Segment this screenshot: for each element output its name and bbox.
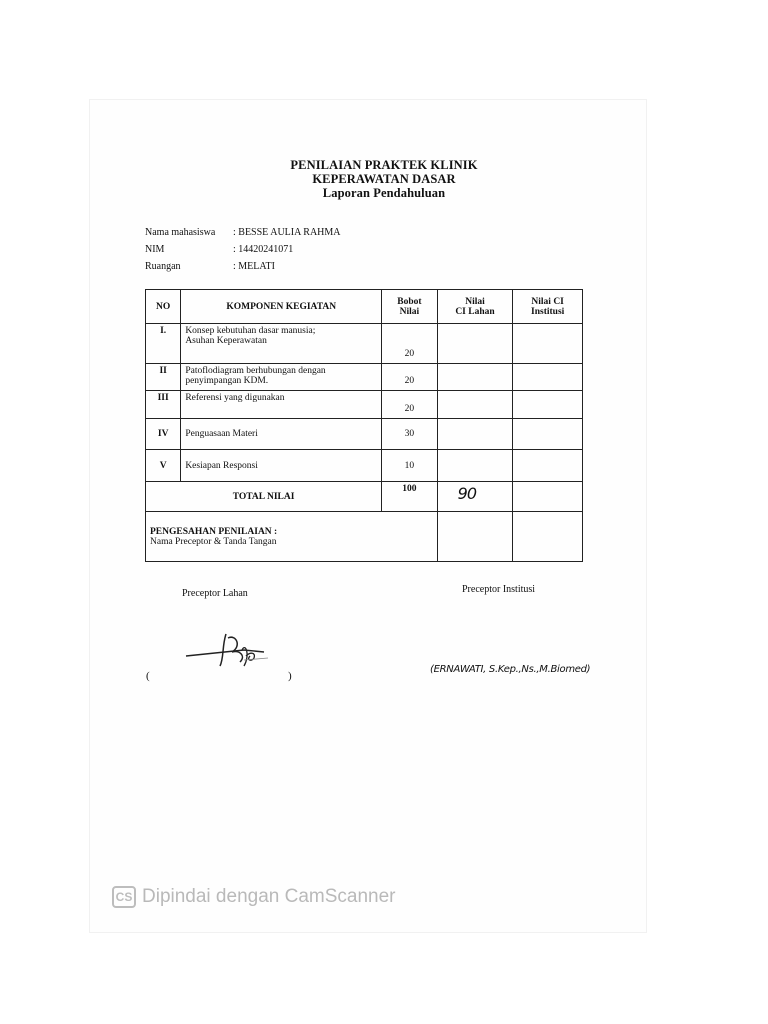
pengesahan-ci-lahan	[437, 512, 513, 562]
row-ci-lahan	[437, 450, 513, 482]
row-ci-lahan	[437, 324, 513, 364]
title-line-2: KEPERAWATAN DASAR	[312, 172, 456, 186]
table-row	[146, 450, 583, 482]
header-bobot	[382, 290, 438, 324]
pengesahan-ci-institusi	[513, 512, 583, 562]
handwritten-score: 90	[457, 484, 476, 503]
title-line-1: PENILAIAN PRAKTEK KLINIK	[290, 158, 478, 172]
row-komponen	[181, 391, 382, 419]
total-ci-lahan	[437, 482, 513, 512]
name-label: Nama mahasiswa	[145, 227, 216, 238]
header-lahan-line2: CI Lahan	[455, 306, 495, 317]
komponen-line1: Penguasaan Materi	[185, 429, 258, 439]
pengesahan-subtitle: Nama Preceptor & Tanda Tangan	[150, 536, 277, 547]
row-ci-lahan	[437, 391, 513, 419]
preceptor-institusi-label: Preceptor Institusi	[462, 584, 536, 595]
total-row	[146, 482, 583, 512]
identity-nim-row	[145, 241, 341, 258]
row-no: III	[146, 391, 181, 419]
header-lahan-line1: Nilai	[465, 296, 485, 307]
row-bobot: 20	[382, 391, 438, 419]
identity-room-row	[145, 258, 341, 275]
camscanner-logo-icon: CS	[112, 886, 136, 908]
total-ci-institusi	[513, 482, 583, 512]
row-komponen	[181, 364, 382, 391]
identity-name-row	[145, 224, 341, 241]
handwritten-preceptor-name: (ERNAWATI, S.Kep.,Ns.,M.Biomed)	[430, 664, 591, 675]
paren-open: (	[146, 670, 150, 682]
row-ci-institusi	[513, 364, 583, 391]
komponen-line2: penyimpangan KDM.	[185, 376, 269, 386]
table-header-row	[146, 290, 583, 324]
row-ci-institusi	[513, 324, 583, 364]
row-bobot: 30	[382, 419, 438, 450]
pengesahan-cell	[146, 512, 438, 562]
komponen-line2: Asuhan Keperawatan	[185, 336, 267, 346]
header-inst-line2: Institusi	[531, 306, 565, 317]
nim-label: NIM	[145, 244, 165, 255]
pengesahan-title: PENGESAHAN PENILAIAN :	[150, 526, 278, 537]
row-bobot: 20	[382, 364, 438, 391]
preceptor-lahan-label: Preceptor Lahan	[182, 588, 248, 599]
komponen-line1: Referensi yang digunakan	[185, 393, 285, 403]
komponen-line1: Kesiapan Responsi	[185, 460, 258, 471]
table-row	[146, 364, 583, 391]
komponen-line1: Patoflodiagram berhubungan dengan	[185, 366, 326, 376]
header-bobot-line2: Nilai	[399, 306, 420, 317]
camscanner-watermark	[112, 886, 396, 908]
row-no: II	[146, 364, 181, 391]
row-no: IV	[146, 419, 181, 450]
signature-scribble	[184, 626, 284, 674]
row-ci-lahan	[437, 419, 513, 450]
header-no: NO	[146, 290, 181, 324]
row-ci-institusi	[513, 391, 583, 419]
table-row	[146, 324, 583, 364]
nim-value: : 14420241071	[233, 244, 294, 255]
document-title	[0, 158, 768, 200]
komponen-line1: Konsep kebutuhan dasar manusia;	[185, 326, 316, 336]
room-value: : MELATI	[233, 261, 275, 272]
header-ci-lahan	[437, 290, 513, 324]
row-ci-lahan	[437, 364, 513, 391]
row-no: V	[146, 450, 181, 482]
row-komponen	[181, 419, 382, 450]
row-bobot: 10	[382, 450, 438, 482]
row-no: I.	[146, 324, 181, 364]
student-identity	[145, 224, 341, 275]
total-bobot: 100	[382, 482, 438, 512]
row-komponen	[181, 450, 382, 482]
row-ci-institusi	[513, 419, 583, 450]
room-label: Ruangan	[145, 261, 181, 272]
header-bobot-line1: Bobot	[397, 296, 422, 307]
table-row	[146, 391, 583, 419]
pengesahan-row	[146, 512, 583, 562]
header-inst-line1: Nilai CI	[531, 296, 564, 307]
row-ci-institusi	[513, 450, 583, 482]
paren-close: )	[288, 670, 292, 682]
watermark-text: Dipindai dengan CamScanner	[142, 886, 396, 907]
row-komponen	[181, 324, 382, 364]
name-value: : BESSE AULIA RAHMA	[233, 227, 341, 238]
header-ci-institusi	[513, 290, 583, 324]
row-bobot: 20	[382, 324, 438, 364]
grading-table	[145, 289, 583, 562]
title-line-3: Laporan Pendahuluan	[322, 186, 446, 200]
total-label: TOTAL NILAI	[146, 482, 382, 512]
header-komponen: KOMPONEN KEGIATAN	[181, 290, 382, 324]
table-row	[146, 419, 583, 450]
